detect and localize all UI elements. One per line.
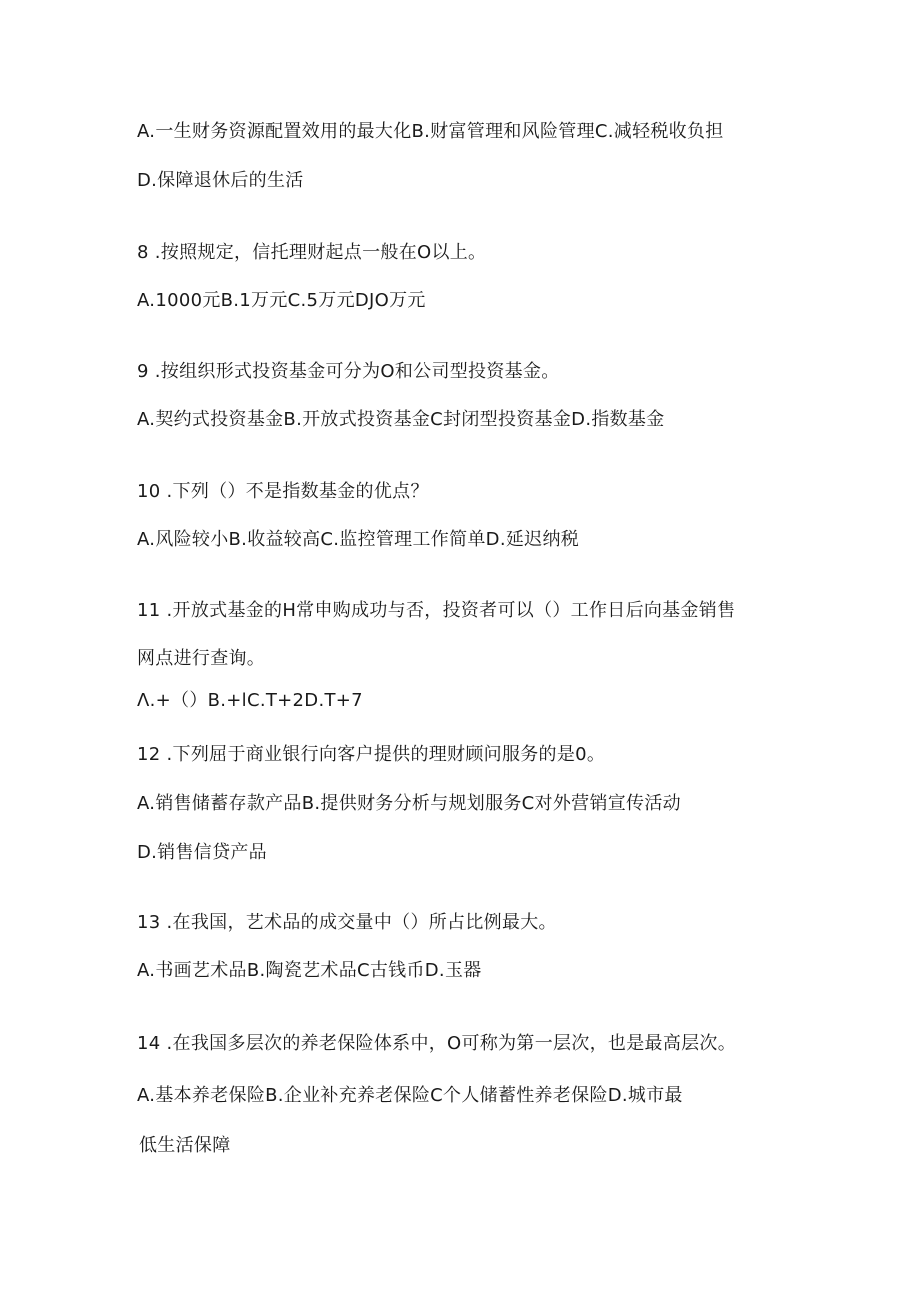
q12-options-line-1: A.销售储蓄存款产品B.提供财务分析与规划服务C对外营销宣传活动: [137, 793, 681, 814]
q9-question: 9 .按组织形式投资基金可分为O和公司型投资基金。: [137, 361, 560, 382]
q13-options: A.书画艺术品B.陶瓷艺术品C古钱币D.玉器: [137, 960, 482, 981]
q11-question-line-2: 网点进行查询。: [137, 648, 266, 669]
q11-options: Λ.+（）B.+lC.T+2D.T+7: [137, 690, 363, 711]
q7-options-line-1: A.一生财务资源配置效用的最大化B.财富管理和风险管理C.减轻税收负担: [137, 121, 724, 142]
q14-options-line-2: 低生活保障: [139, 1135, 231, 1156]
q12-options-line-2: D.销售信贷产品: [137, 842, 267, 863]
q13-question: 13 .在我国，艺术品的成交量中（）所占比例最大。: [137, 912, 557, 933]
q9-options: A.契约式投资基金B.开放式投资基金C封闭型投资基金D.指数基金: [137, 409, 665, 430]
q14-question: 14 .在我国多层次的养老保险体系中，O可称为第一层次，也是最高层次。: [137, 1033, 737, 1054]
q11-question-line-1: 11 .开放式基金的H常申购成功与否，投资者可以（）工作日后向基金销售: [137, 600, 736, 621]
q10-options: A.风险较小B.收益较高C.监控管理工作简单D.延迟纳税: [137, 529, 580, 550]
q7-options-line-2: D.保障退休后的生活: [137, 170, 304, 191]
q12-question: 12 .下列屈于商业银行向客户提供的理财顾问服务的是0。: [137, 744, 606, 765]
q10-question: 10 .下列（）不是指数基金的优点？: [137, 481, 429, 502]
q8-options: A.1000元B.1万元C.5万元DJO万元: [137, 290, 426, 311]
q8-question: 8 .按照规定，信托理财起点一般在O以上。: [137, 242, 487, 263]
q14-options-line-1: A.基本养老保险B.企业补充养老保险C个人储蓄性养老保险D.城市最: [137, 1085, 683, 1106]
